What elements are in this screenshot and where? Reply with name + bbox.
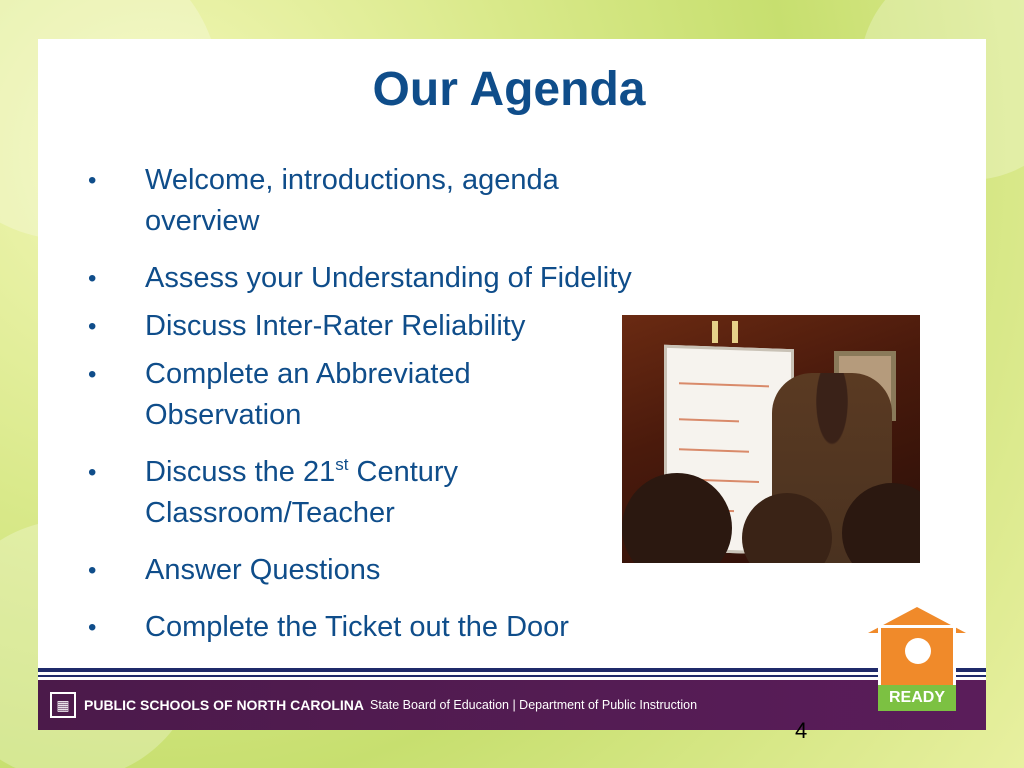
agenda-item — [88, 452, 488, 534]
presenter-photo — [622, 315, 920, 563]
agenda-item-text: Welcome, introductions, agenda overview — [145, 164, 559, 237]
agenda-item-text: Complete the Ticket out the Door — [145, 611, 569, 643]
agenda-item — [88, 550, 648, 591]
agenda-item-text: Complete an Abbreviated Observation — [145, 358, 471, 431]
agenda-item — [88, 160, 648, 242]
nc-public-schools-logo-icon: ▦ — [50, 692, 76, 718]
agenda-item — [88, 306, 648, 347]
footer-divider — [38, 675, 986, 677]
flipchart-line — [679, 418, 739, 422]
flipchart-line — [679, 448, 749, 452]
ready-figure — [905, 638, 931, 664]
footer-divider — [38, 668, 986, 672]
bullet-icon: • — [88, 361, 97, 388]
agenda-item-text: Discuss Inter-Rater Reliability — [145, 310, 526, 342]
candle-shape — [732, 321, 738, 343]
agenda-list — [88, 160, 648, 648]
bullet-icon: • — [88, 459, 97, 486]
ready-house-icon — [868, 607, 966, 715]
agenda-item-text: Assess your Understanding of Fidelity — [145, 262, 632, 294]
bullet-icon: • — [88, 614, 97, 641]
superscript: st — [335, 455, 349, 474]
agenda-item — [88, 258, 648, 299]
bullet-icon: • — [88, 313, 97, 340]
slide-title: Our Agenda — [372, 63, 646, 116]
bullet-icon: • — [88, 167, 97, 194]
bullet-icon: • — [88, 557, 97, 584]
flipchart-line — [679, 382, 769, 387]
agenda-item-text: Discuss the 21st Century Classroom/Teacher — [145, 455, 459, 529]
agenda-item — [88, 354, 508, 436]
candle-shape — [712, 321, 718, 343]
bullet-icon: • — [88, 265, 97, 292]
footer-department: State Board of Education | Department of Public Instruction — [370, 698, 698, 712]
agenda-item-text: Answer Questions — [145, 554, 381, 586]
page-number: 4 — [795, 718, 808, 743]
agenda-item — [88, 607, 648, 648]
footer-bar — [38, 680, 986, 730]
ready-label: READY — [878, 685, 956, 711]
footer-org-name: PUBLIC SCHOOLS OF NORTH CAROLINA — [84, 697, 364, 713]
